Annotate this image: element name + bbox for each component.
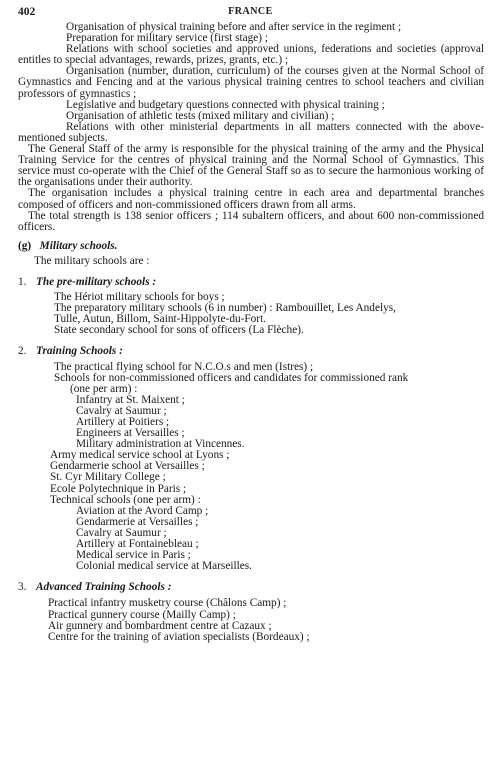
list-number: 3. bbox=[18, 581, 27, 594]
section-label: (g) bbox=[18, 239, 32, 252]
intro-item: Legislative and budgetary questions connected with physical training ; bbox=[66, 98, 385, 111]
intro-item: Relations with other ministerial departments in all matters connected with the above-mentioned subjects. bbox=[18, 120, 484, 144]
intro-item: Organisation of athletic tests (mixed military and civilian) ; bbox=[66, 109, 335, 122]
page-number: 402 bbox=[18, 6, 36, 18]
list-item: The Hériot military schools for boys ; bbox=[54, 291, 225, 304]
list-number: 2. bbox=[18, 345, 27, 358]
page-header bbox=[18, 6, 483, 20]
list-item: Medical service in Paris ; bbox=[76, 549, 191, 562]
list-item: Ecole Polytechnique in Paris ; bbox=[50, 482, 187, 495]
list-item: Cavalry at Saumur ; bbox=[76, 526, 167, 539]
running-head: FRANCE bbox=[228, 6, 273, 17]
list-item: (one per arm) : bbox=[70, 382, 138, 395]
list-item: Gendarmerie at Versailles ; bbox=[76, 515, 199, 528]
section-title: Military schools. bbox=[39, 239, 118, 252]
list-item: Aviation at the Avord Camp ; bbox=[76, 504, 209, 517]
body-paragraph: The General Staff of the army is responsible for the physical training of the army and the Physical Training Service for the centres of physical training and the Normal School of Gymnastics. This service must co-operate with the Chief of the General Staff so as to secure the harmonious working of the organisations under their authority. bbox=[18, 143, 484, 189]
list-title: The pre-military schools : bbox=[36, 275, 157, 288]
list-item: Colonial medical service at Marseilles. bbox=[76, 560, 252, 573]
list-item: The preparatory military schools (6 in number) : Rambouillet, Les Andelys, bbox=[54, 302, 396, 315]
list-title: Training Schools : bbox=[36, 345, 123, 358]
list-item: Practical gunnery course (Mailly Camp) ; bbox=[48, 608, 236, 621]
list-title: Advanced Training Schools : bbox=[36, 581, 172, 594]
list-item: Schools for non-commissioned officers and candidates for commissioned rank bbox=[54, 371, 409, 384]
intro-item: Organisation of physical training before and after service in the regiment ; bbox=[66, 21, 402, 33]
list-item: The practical flying school for N.C.O.s and men (Istres) ; bbox=[54, 360, 314, 373]
list-item: Military administration at Vincennes. bbox=[76, 438, 245, 451]
list-item: Cavalry at Saumur ; bbox=[76, 404, 167, 417]
list-item: Army medical service school at Lyons ; bbox=[50, 449, 230, 462]
section-intro: The military schools are : bbox=[34, 254, 150, 267]
list-item: St. Cyr Military College ; bbox=[50, 471, 166, 484]
intro-item: Preparation for military service (first stage) ; bbox=[66, 32, 269, 45]
list-heading bbox=[18, 277, 484, 288]
list-item: Engineers at Versailles ; bbox=[76, 427, 185, 440]
list-heading bbox=[18, 346, 484, 357]
intro-item: Relations with school societies and approved unions, federations and societies (approval entitles to special advantages, rewards, prizes, grants, etc.) ; bbox=[18, 43, 484, 67]
section-heading bbox=[18, 241, 484, 252]
list-item: Air gunnery and bombardment centre at Cazaux ; bbox=[48, 619, 272, 632]
body-paragraph: The total strength is 138 senior officers ; 114 subaltern officers, and about 600 non-commissioned officers. bbox=[18, 209, 484, 233]
list-item: Centre for the training of aviation specialists (Bordeaux) ; bbox=[48, 630, 310, 643]
list-item: Gendarmerie school at Versailles ; bbox=[50, 460, 205, 473]
page-body bbox=[18, 22, 484, 643]
list-item: Technical schools (one per arm) : bbox=[50, 493, 201, 506]
body-paragraph: The organisation includes a physical training centre in each area and departmental branches composed of officers and non-commissioned officers drawn from all arms. bbox=[18, 187, 484, 211]
list-item: Tulle, Autun, Billom, Saint-Hippolyte-du-Fort. bbox=[54, 313, 267, 326]
list-item: Artillery at Poitiers ; bbox=[76, 416, 170, 428]
list-item: Practical infantry musketry course (Châlons Camp) ; bbox=[48, 597, 287, 610]
list-item: State secondary school for sons of officers (La Flèche). bbox=[54, 324, 304, 337]
list-item: Artillery at Fontainebleau ; bbox=[76, 538, 199, 551]
list-heading bbox=[18, 582, 484, 593]
intro-item: Organisation (number, duration, curriculum) of the courses given at the Normal School of Gymnastics and Fencing and at the various physical training centres to school teachers and civilian professors of gymnastics ; bbox=[18, 65, 484, 100]
list-item: Infantry at St. Maixent ; bbox=[76, 393, 185, 406]
list-number: 1. bbox=[18, 275, 27, 288]
